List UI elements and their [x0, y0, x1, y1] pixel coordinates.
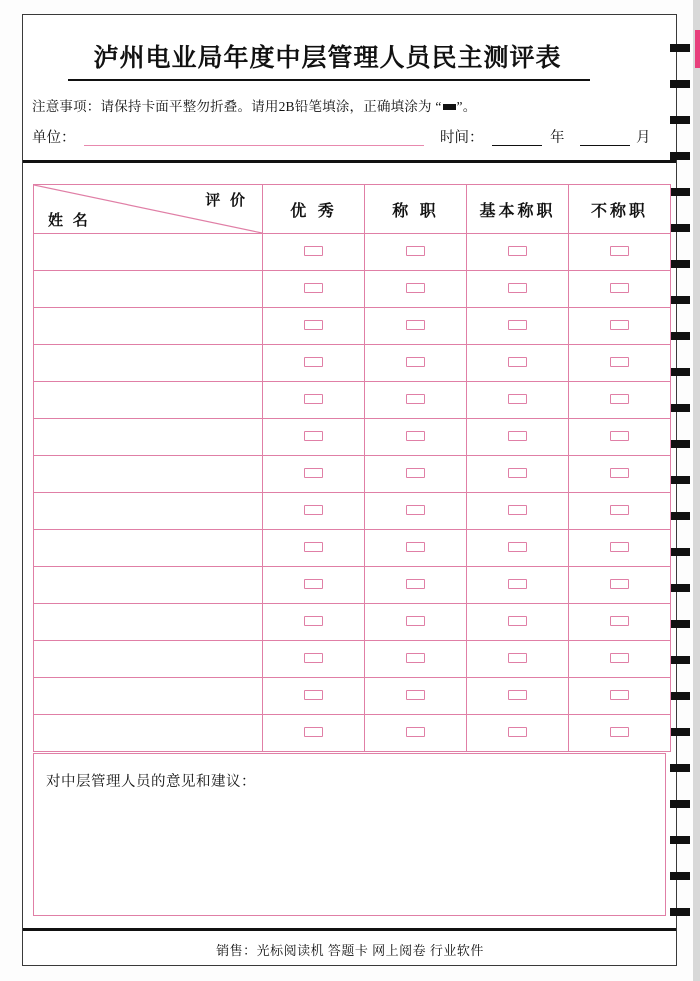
timing-mark [670, 800, 690, 808]
rating-bubble[interactable] [406, 431, 425, 441]
rating-bubble-cell[interactable] [263, 530, 365, 567]
rating-bubble[interactable] [304, 283, 323, 293]
rating-bubble[interactable] [508, 690, 527, 700]
rating-bubble-cell[interactable] [263, 493, 365, 530]
timing-mark [670, 908, 690, 916]
rating-bubble-cell[interactable] [467, 382, 569, 419]
name-entry-cell[interactable] [34, 456, 263, 493]
rating-bubble-cell[interactable] [263, 715, 365, 752]
rating-bubble-cell[interactable] [263, 604, 365, 641]
rating-bubble-cell[interactable] [569, 345, 671, 382]
timing-mark [670, 620, 690, 628]
rating-bubble[interactable] [508, 394, 527, 404]
name-entry-cell[interactable] [34, 493, 263, 530]
rating-bubble-cell[interactable] [467, 271, 569, 308]
rating-bubble-cell[interactable] [263, 567, 365, 604]
rating-bubble-cell[interactable] [467, 419, 569, 456]
rating-bubble-cell[interactable] [263, 678, 365, 715]
rating-bubble[interactable] [304, 357, 323, 367]
name-eval-diagonal-header [34, 185, 263, 234]
rating-bubble[interactable] [508, 431, 527, 441]
rating-bubble-cell[interactable] [365, 271, 467, 308]
timing-mark [670, 764, 690, 772]
rating-bubble[interactable] [406, 542, 425, 552]
filled-bubble-sample-icon [443, 104, 456, 110]
page-title: 泸州电业局年度中层管理人员民主测评表 [93, 43, 562, 72]
column-header-excellent: 优 秀 [263, 185, 365, 234]
rating-bubble[interactable] [508, 542, 527, 552]
timing-mark [670, 260, 690, 268]
timing-mark [670, 296, 690, 304]
month-input-line[interactable] [580, 128, 630, 146]
rating-bubble[interactable] [406, 690, 425, 700]
footer-divider-rule [23, 928, 676, 931]
rating-bubble[interactable] [508, 505, 527, 515]
rating-bubble-cell[interactable] [263, 456, 365, 493]
instructions-text-end: ”。 [456, 99, 477, 114]
month-unit-label: 月 [636, 130, 651, 146]
rating-bubble[interactable] [610, 246, 629, 256]
comments-box[interactable] [33, 753, 666, 916]
timing-mark [670, 404, 690, 412]
comments-label: 对中层管理人员的意见和建议： [46, 774, 256, 790]
name-entry-cell[interactable] [34, 715, 263, 752]
rating-bubble[interactable] [406, 357, 425, 367]
rating-bubble[interactable] [304, 616, 323, 626]
rating-bubble[interactable] [610, 320, 629, 330]
rating-bubble-cell[interactable] [569, 715, 671, 752]
table-row [34, 234, 671, 271]
column-header-competent: 称 职 [365, 185, 467, 234]
instructions-prefix: 注意事项： [32, 99, 101, 114]
timing-mark [670, 188, 690, 196]
evaluation-table-wrapper [33, 184, 666, 752]
rating-bubble[interactable] [304, 579, 323, 589]
name-entry-cell[interactable] [34, 604, 263, 641]
year-input-line[interactable] [492, 128, 542, 146]
rating-bubble[interactable] [304, 653, 323, 663]
rating-bubble-cell[interactable] [263, 234, 365, 271]
rating-bubble-cell[interactable] [365, 382, 467, 419]
rating-bubble[interactable] [610, 431, 629, 441]
rating-bubble-cell[interactable] [569, 234, 671, 271]
rating-bubble-cell[interactable] [569, 382, 671, 419]
rating-bubble-cell[interactable] [365, 456, 467, 493]
rating-bubble[interactable] [406, 505, 425, 515]
column-header-basically-competent: 基本称职 [467, 185, 569, 234]
rating-bubble-cell[interactable] [467, 678, 569, 715]
rating-bubble-cell[interactable] [569, 604, 671, 641]
unit-label: 单位： [32, 130, 76, 146]
rating-bubble[interactable] [406, 394, 425, 404]
title-underline [68, 79, 590, 81]
rating-bubble-cell[interactable] [365, 678, 467, 715]
rating-bubble-cell[interactable] [569, 567, 671, 604]
timing-mark [670, 44, 690, 52]
rating-bubble-cell[interactable] [467, 308, 569, 345]
rating-bubble[interactable] [508, 579, 527, 589]
table-row [34, 493, 671, 530]
name-entry-cell[interactable] [34, 234, 263, 271]
rating-bubble[interactable] [304, 542, 323, 552]
year-unit-label: 年 [550, 130, 565, 146]
rating-bubble-cell[interactable] [263, 345, 365, 382]
rating-bubble[interactable] [508, 727, 527, 737]
rating-bubble[interactable] [406, 727, 425, 737]
header-divider-rule [23, 160, 676, 163]
rating-bubble[interactable] [508, 320, 527, 330]
rating-bubble-cell[interactable] [467, 530, 569, 567]
table-row [34, 271, 671, 308]
rating-bubble-cell[interactable] [365, 234, 467, 271]
rating-bubble-cell[interactable] [263, 271, 365, 308]
rating-bubble[interactable] [508, 357, 527, 367]
rating-bubble-cell[interactable] [365, 641, 467, 678]
timing-mark [670, 152, 690, 160]
rating-bubble-cell[interactable] [467, 234, 569, 271]
rating-bubble-cell[interactable] [569, 308, 671, 345]
rating-bubble-cell[interactable] [263, 641, 365, 678]
form-meta-row [32, 126, 651, 152]
evaluation-table [33, 184, 671, 752]
table-row [34, 382, 671, 419]
rating-bubble-cell[interactable] [467, 456, 569, 493]
rating-bubble[interactable] [304, 690, 323, 700]
rating-bubble-cell[interactable] [365, 530, 467, 567]
table-row [34, 530, 671, 567]
rating-bubble-cell[interactable] [263, 308, 365, 345]
rating-bubble[interactable] [610, 616, 629, 626]
rating-bubble[interactable] [406, 283, 425, 293]
rating-bubble-cell[interactable] [569, 641, 671, 678]
timing-mark [670, 368, 690, 376]
timing-mark [670, 692, 690, 700]
timing-mark [670, 80, 690, 88]
rating-bubble[interactable] [406, 320, 425, 330]
table-row [34, 419, 671, 456]
rating-bubble-cell[interactable] [569, 530, 671, 567]
rating-bubble-cell[interactable] [467, 567, 569, 604]
rating-bubble-cell[interactable] [569, 271, 671, 308]
sheet-pink-edge-strip [695, 30, 700, 68]
table-row [34, 308, 671, 345]
time-label: 时间： [440, 130, 484, 146]
rating-bubble-cell[interactable] [467, 345, 569, 382]
name-entry-cell[interactable] [34, 271, 263, 308]
rating-bubble-cell[interactable] [569, 678, 671, 715]
rating-bubble-cell[interactable] [467, 715, 569, 752]
name-entry-cell[interactable] [34, 308, 263, 345]
unit-input-line[interactable] [84, 128, 424, 146]
rating-bubble[interactable] [508, 616, 527, 626]
rating-bubble-cell[interactable] [467, 493, 569, 530]
rating-bubble-cell[interactable] [365, 567, 467, 604]
header-name-label: 姓 名 [48, 213, 91, 229]
rating-bubble[interactable] [610, 283, 629, 293]
timing-mark [670, 512, 690, 520]
timing-mark [670, 836, 690, 844]
timing-mark [670, 584, 690, 592]
timing-mark [670, 548, 690, 556]
timing-mark [670, 728, 690, 736]
rating-bubble[interactable] [508, 283, 527, 293]
table-row [34, 345, 671, 382]
rating-bubble[interactable] [610, 468, 629, 478]
rating-bubble[interactable] [406, 616, 425, 626]
name-entry-cell[interactable] [34, 382, 263, 419]
rating-bubble-cell[interactable] [365, 493, 467, 530]
evaluation-table-body [34, 234, 671, 752]
name-entry-cell[interactable] [34, 678, 263, 715]
column-header-incompetent: 不称职 [569, 185, 671, 234]
timing-mark [670, 872, 690, 880]
rating-bubble[interactable] [610, 394, 629, 404]
table-row [34, 567, 671, 604]
rating-bubble-cell[interactable] [263, 419, 365, 456]
rating-bubble[interactable] [406, 579, 425, 589]
table-row [34, 604, 671, 641]
timing-mark [670, 332, 690, 340]
rating-bubble-cell[interactable] [365, 308, 467, 345]
rating-bubble[interactable] [508, 653, 527, 663]
rating-bubble[interactable] [406, 246, 425, 256]
table-row [34, 678, 671, 715]
name-entry-cell[interactable] [34, 345, 263, 382]
table-row [34, 456, 671, 493]
rating-bubble[interactable] [610, 357, 629, 367]
rating-bubble[interactable] [304, 468, 323, 478]
name-entry-cell[interactable] [34, 641, 263, 678]
rating-bubble-cell[interactable] [569, 493, 671, 530]
rating-bubble-cell[interactable] [365, 715, 467, 752]
rating-bubble[interactable] [304, 246, 323, 256]
rating-bubble[interactable] [304, 505, 323, 515]
timing-mark [670, 440, 690, 448]
rating-bubble[interactable] [610, 542, 629, 552]
rating-bubble[interactable] [508, 468, 527, 478]
timing-mark [670, 224, 690, 232]
rating-bubble[interactable] [610, 727, 629, 737]
rating-bubble[interactable] [304, 431, 323, 441]
name-entry-cell[interactable] [34, 567, 263, 604]
rating-bubble-cell[interactable] [365, 345, 467, 382]
timing-mark [670, 476, 690, 484]
header-eval-label: 评 价 [205, 193, 248, 209]
rating-bubble-cell[interactable] [467, 641, 569, 678]
rating-bubble[interactable] [406, 468, 425, 478]
instructions-line [32, 95, 632, 115]
rating-bubble[interactable] [304, 320, 323, 330]
rating-bubble[interactable] [304, 394, 323, 404]
rating-bubble-cell[interactable] [365, 419, 467, 456]
table-header-row [34, 185, 671, 234]
footer-text: 销售：光标阅读机 答题卡 网上阅卷 行业软件 [216, 943, 484, 958]
rating-bubble-cell[interactable] [365, 604, 467, 641]
rating-bubble[interactable] [304, 727, 323, 737]
timing-mark [670, 656, 690, 664]
rating-bubble[interactable] [406, 653, 425, 663]
rating-bubble-cell[interactable] [263, 382, 365, 419]
rating-bubble[interactable] [508, 246, 527, 256]
rating-bubble[interactable] [610, 690, 629, 700]
instructions-text: 请保持卡面平整勿折叠。请用2B铅笔填涂，正确填涂为 “ [100, 99, 442, 114]
timing-mark [670, 116, 690, 124]
name-entry-cell[interactable] [34, 419, 263, 456]
rating-bubble-cell[interactable] [569, 419, 671, 456]
rating-bubble-cell[interactable] [467, 604, 569, 641]
rating-bubble[interactable] [610, 653, 629, 663]
name-entry-cell[interactable] [34, 530, 263, 567]
rating-bubble[interactable] [610, 505, 629, 515]
table-row [34, 641, 671, 678]
sheet-right-edge [693, 0, 700, 981]
rating-bubble-cell[interactable] [569, 456, 671, 493]
table-row [34, 715, 671, 752]
rating-bubble[interactable] [610, 579, 629, 589]
